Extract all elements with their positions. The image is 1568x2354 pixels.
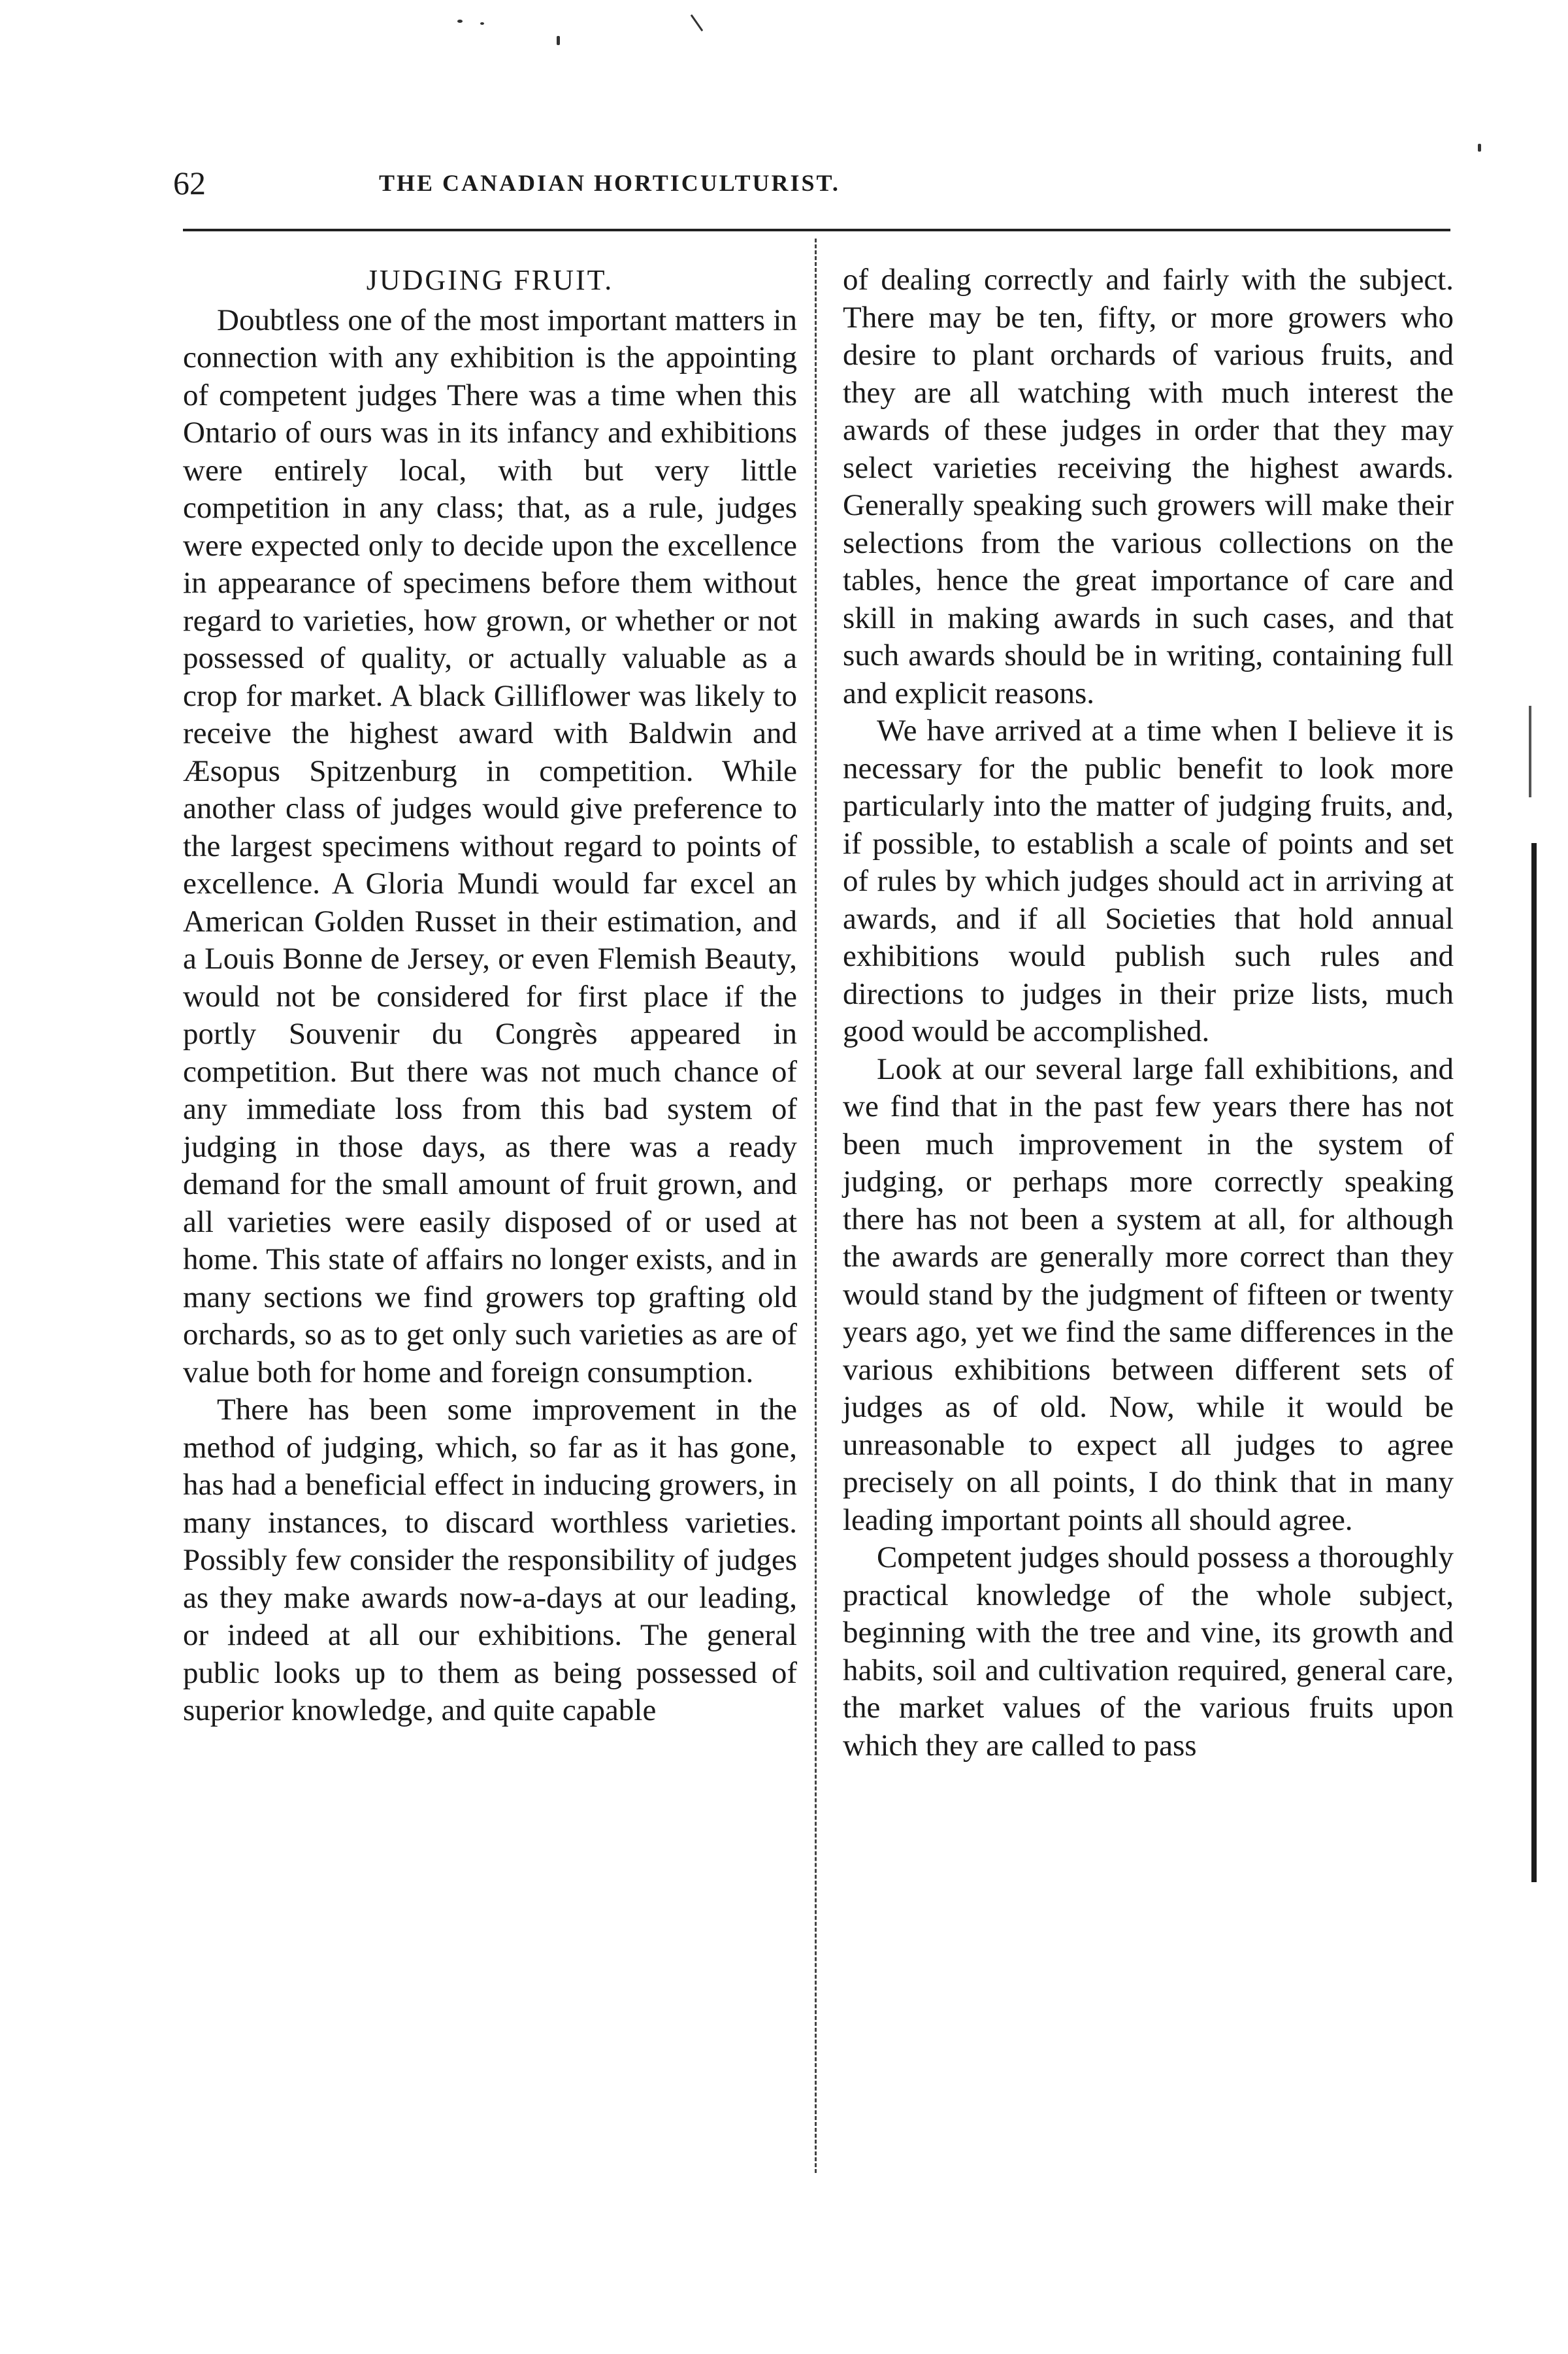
page-number: 62 [173,165,206,201]
print-speck [1478,144,1481,152]
print-speck [480,22,484,25]
print-speck [691,14,704,31]
print-speck [557,36,560,45]
margin-bar [1531,843,1537,1882]
paragraph: Doubtless one of the most important matters in connection with any exhibition is the appointing of competent judges There was a time when this Ontario of ours was in its infancy and exhibitions were entirely local, with but very little competition in any class; that, as a rule, judges were expected only to decide upon the excellence in appearance of specimens before them without regard to varieties, how grown, or whether or not possessed of quality, or actually valuable as a crop for market. A black Gilliflower was likely to receive the highest award with Baldwin and Æsopus Spitzenburg in competition. While another class of judges would give preference to the largest specimens without regard to points of excellence. A Gloria Mundi would far excel an American Golden Russet in their estimation, and a Louis Bonne de Jersey, or even Flemish Beauty, would not be considered for first place if the portly Souvenir du Congrès appeared in competition. But there was not much chance of any immediate loss from this bad system of judging in those days, as there was a ready demand for the small amount of fruit grown, and all varieties were easily disposed of or used at home. This state of affairs no longer exists, and in many sections we find growers top grafting old orchards, so as to get only such varieties as are of value both for home and foreign consumption. [183,303,797,1389]
article-title: JUDGING FRUIT. [366,264,614,296]
paragraph: Competent judges should possess a thoroughly practical knowledge of the whole subject, beginning with the tree and vine, its growth and habits, soil and cultivation required, general care, the market values of the various fruits upon which they are called to pass [843,1540,1454,1763]
print-speck [457,20,463,23]
paragraph: We have arrived at a time when I believe it is necessary for the public benefit to look more particularly into the matter of judging fruits, and, if possible, to establish a scale of points and set of rules by which judges should act in arriving at awards, and if all Societies that hold annual exhibitions would publish such rules and directions to judges in their prize lists, much good would be accomplished. [843,714,1454,1048]
paragraph: of dealing correctly and fairly with the subject. There may be ten, fifty, or more growers who desire to plant orchards of various fruits, and they are all watching with much interest the awards of these judges in order that they may select varieties receiving the highest awards. Generally speaking such growers will make their selections from the various collections on the tables, hence the great importance of care and skill in making awards in such cases, and that such awards should be in writing, containing full and explicit reasons. [843,263,1454,710]
header-rule [183,229,1450,231]
margin-mark [1529,706,1531,797]
running-title: THE CANADIAN HORTICULTURIST. [379,170,840,196]
paragraph: There has been some improvement in the method of judging, which, so far as it has gone, has had a beneficial effect in inducing growers, in many instances, to discard worthless varieties. Possibly few consider the responsibility of judges as they make awards now-a-days at our leading, or indeed at all our exhibitions. The general public looks up to them as being possessed of superior knowledge, and quite capable [183,1393,797,1727]
paragraph: Look at our several large fall exhibitions, and we find that in the past few years there has not been much improvement in the system of judging, or perhaps more correctly speaking there has not been a system at all, for although the awards are generally more correct than they would stand by the judgment of fifteen or twenty years ago, yet we find the same differences in the various exhibitions between different sets of judges as of old. Now, while it would be unreasonable to expect all judges to agree precisely on all points, I do think that in many leading important points all should agree. [843,1052,1454,1537]
left-column [183,261,797,1730]
column-divider [815,239,817,2173]
right-column [843,261,1454,1765]
